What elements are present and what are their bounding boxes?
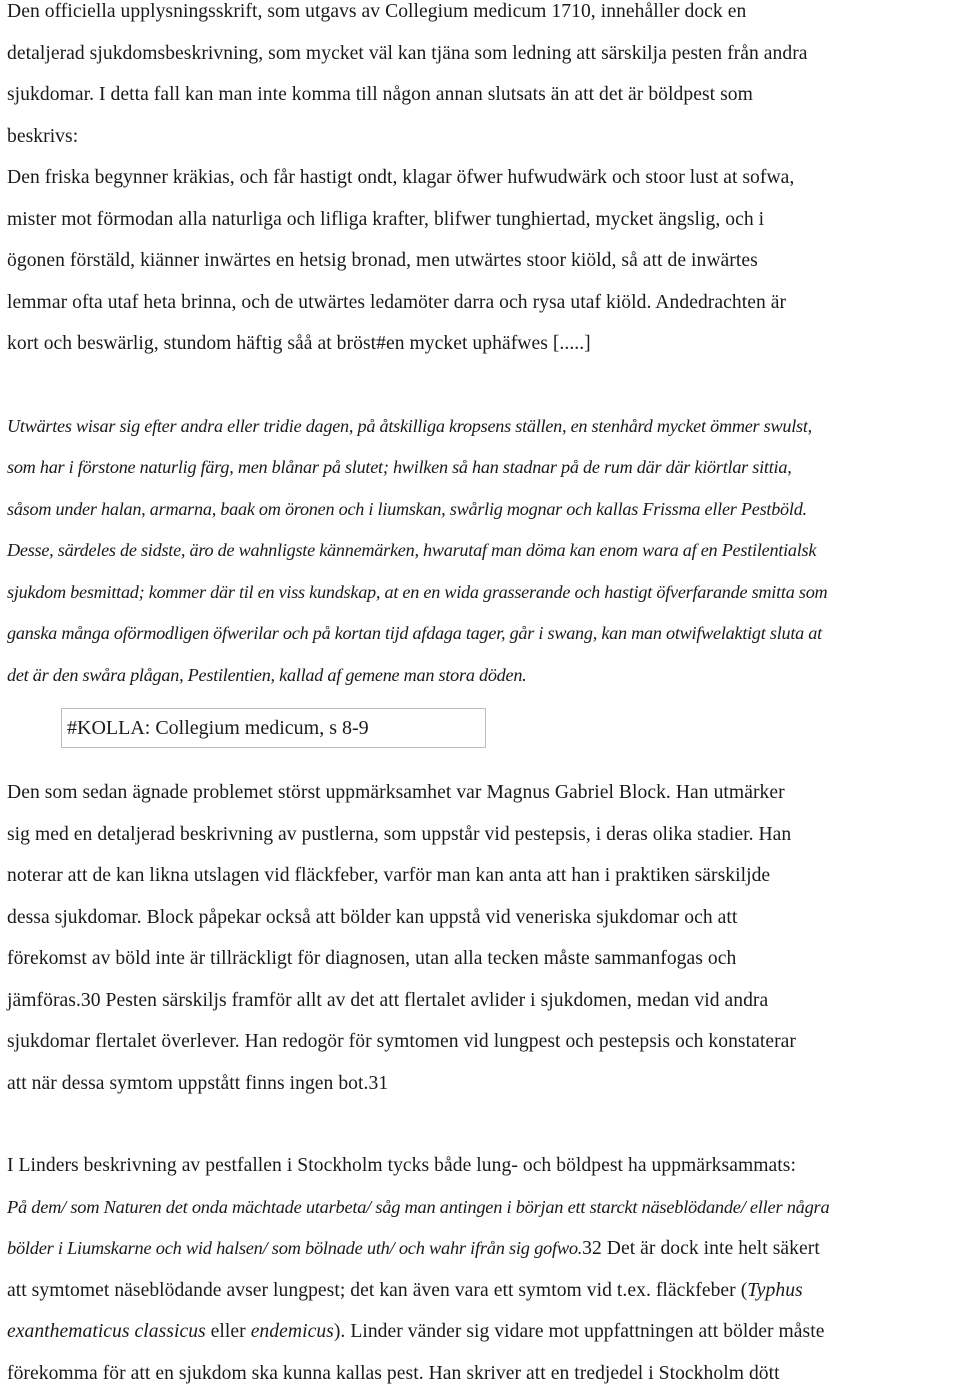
line-text: 32 Det är dock inte helt säkert [582,1238,820,1259]
text-line [7,1187,957,1229]
quote-swelling-paragraph [7,406,957,697]
line-text: eller [206,1321,251,1342]
block-paragraph [7,772,957,1104]
text-line: såsom under halan, armarna, baak om öronen och i liumskan, swårlig mognar och kallas Frissma eller Pestböld. [7,489,957,531]
paragraph-gap [7,1104,957,1145]
intro-paragraph [7,0,957,157]
text-line [7,1270,957,1312]
text-line: ganska många oförmodligen öfwerilar och på kortan tijd afdaga tager, går i swang, kan man otwifwelaktigt sluta at [7,613,957,655]
text-line: sig med en detaljerad beskrivning av pustlerna, som uppstår vid pestepsis, i deras olika stadier. Han [7,814,957,856]
paragraph-gap [7,365,957,406]
document-page [7,0,957,1394]
text-line: sjukdomar flertalet överlever. Han redogör för symtomen vid lungpest och pestepsis och konstaterar [7,1021,957,1063]
text-line: lemmar ofta utaf heta brinna, och de utwärtes ledamöter darra och rysa utaf kiöld. Andedrachten är [7,282,957,324]
text-line: beskrivs: [7,116,957,158]
text-line: kort och beswärlig, stundom häftig såå at bröst#en mycket uphäfwes [.....] [7,323,957,365]
text-line: Desse, särdeles de sidste, äro de wahnligste kännemärken, hwarutaf man döma kan enom wara af en Pestilentialsk [7,530,957,572]
text-line: mister mot förmodan alla naturliga och lifliga krafter, blifwer tunghiertad, mycket ängslig, och i [7,199,957,241]
latin-term-italic: Typhus [747,1280,802,1301]
text-line: noterar att de kan likna utslagen vid fläckfeber, varför man kan anta att han i praktiken särskiljde [7,855,957,897]
text-line: dessa sjukdomar. Block påpekar också att bölder kan uppstå vid veneriska sjukdomar och att [7,897,957,939]
text-line [7,1311,957,1353]
text-line: Den friska begynner kräkias, och får hastigt ondt, klagar öfwer hufwudwärk och stoor lust at sofwa, [7,157,957,199]
text-line: förekomma för att en sjukdom ska kunna kallas pest. Han skriver att en tredjedel i Stockholm dött [7,1353,957,1394]
text-line: Utwärtes wisar sig efter andra eller tridie dagen, på åtskilliga kropsens ställen, en stenhård mycket ömmer swulst, [7,406,957,448]
text-line: det är den swåra plågan, Pestilentien, kallad af gemene man stora döden. [7,655,957,697]
text-line: detaljerad sjukdomsbeskrivning, som mycket väl kan tjäna som ledning att särskilja pesten från andra [7,33,957,75]
text-line: Den som sedan ägnade problemet störst uppmärksamhet var Magnus Gabriel Block. Han utmärker [7,772,957,814]
text-line: som har i förstone naturlig färg, men blånar på slutet; hwilken så han stadnar på de rum där där kiörtlar sittia, [7,447,957,489]
text-line: I Linders beskrivning av pestfallen i Stockholm tycks både lung- och böldpest ha uppmärksammats: [7,1145,957,1187]
linder-paragraph [7,1145,957,1394]
line-text: ). Linder vänder sig vidare mot uppfattningen att bölder måste [334,1321,825,1342]
text-line: förekomst av böld inte är tillräckligt för diagnosen, utan alla tecken måste sammanfogas och [7,938,957,980]
latin-term-italic: exanthematicus classicus [7,1321,206,1342]
linder-quote-italic: På dem/ som Naturen det onda mächtade utarbeta/ såg man antingen i början ett starckt näseblödande/ eller några [7,1197,829,1217]
kolla-note-box[interactable]: #KOLLA: Collegium medicum, s 8-9 [61,708,486,748]
text-line: jämföras.30 Pesten särskiljs framför allt av det att flertalet avlider i sjukdomen, medan vid andra [7,980,957,1022]
text-line: ögonen förstäld, kiänner inwärtes en hetsig bronad, men utwärtes stoor kiöld, så att de inwärtes [7,240,957,282]
quote-symptoms-paragraph [7,157,957,365]
text-line [7,1228,957,1270]
text-line: att när dessa symtom uppstått finns ingen bot.31 [7,1063,957,1105]
line-text: att symtomet näseblödande avser lungpest; det kan även vara ett symtom vid t.ex. fläckfeber ( [7,1280,747,1301]
linder-quote-italic: bölder i Liumskarne och wid halsen/ som bölnade uth/ och wahr ifrån sig gofwo. [7,1238,582,1258]
latin-term-italic: endemicus [251,1321,334,1342]
text-line: sjukdomar. I detta fall kan man inte komma till någon annan slutsats än att det är böldpest som [7,74,957,116]
text-line: Den officiella upplysningsskrift, som utgavs av Collegium medicum 1710, innehåller dock en [7,0,957,33]
text-line: sjukdom besmittad; kommer där til en viss kundskap, at en en wida grasserande och hastigt öfverfarande smitta som [7,572,957,614]
